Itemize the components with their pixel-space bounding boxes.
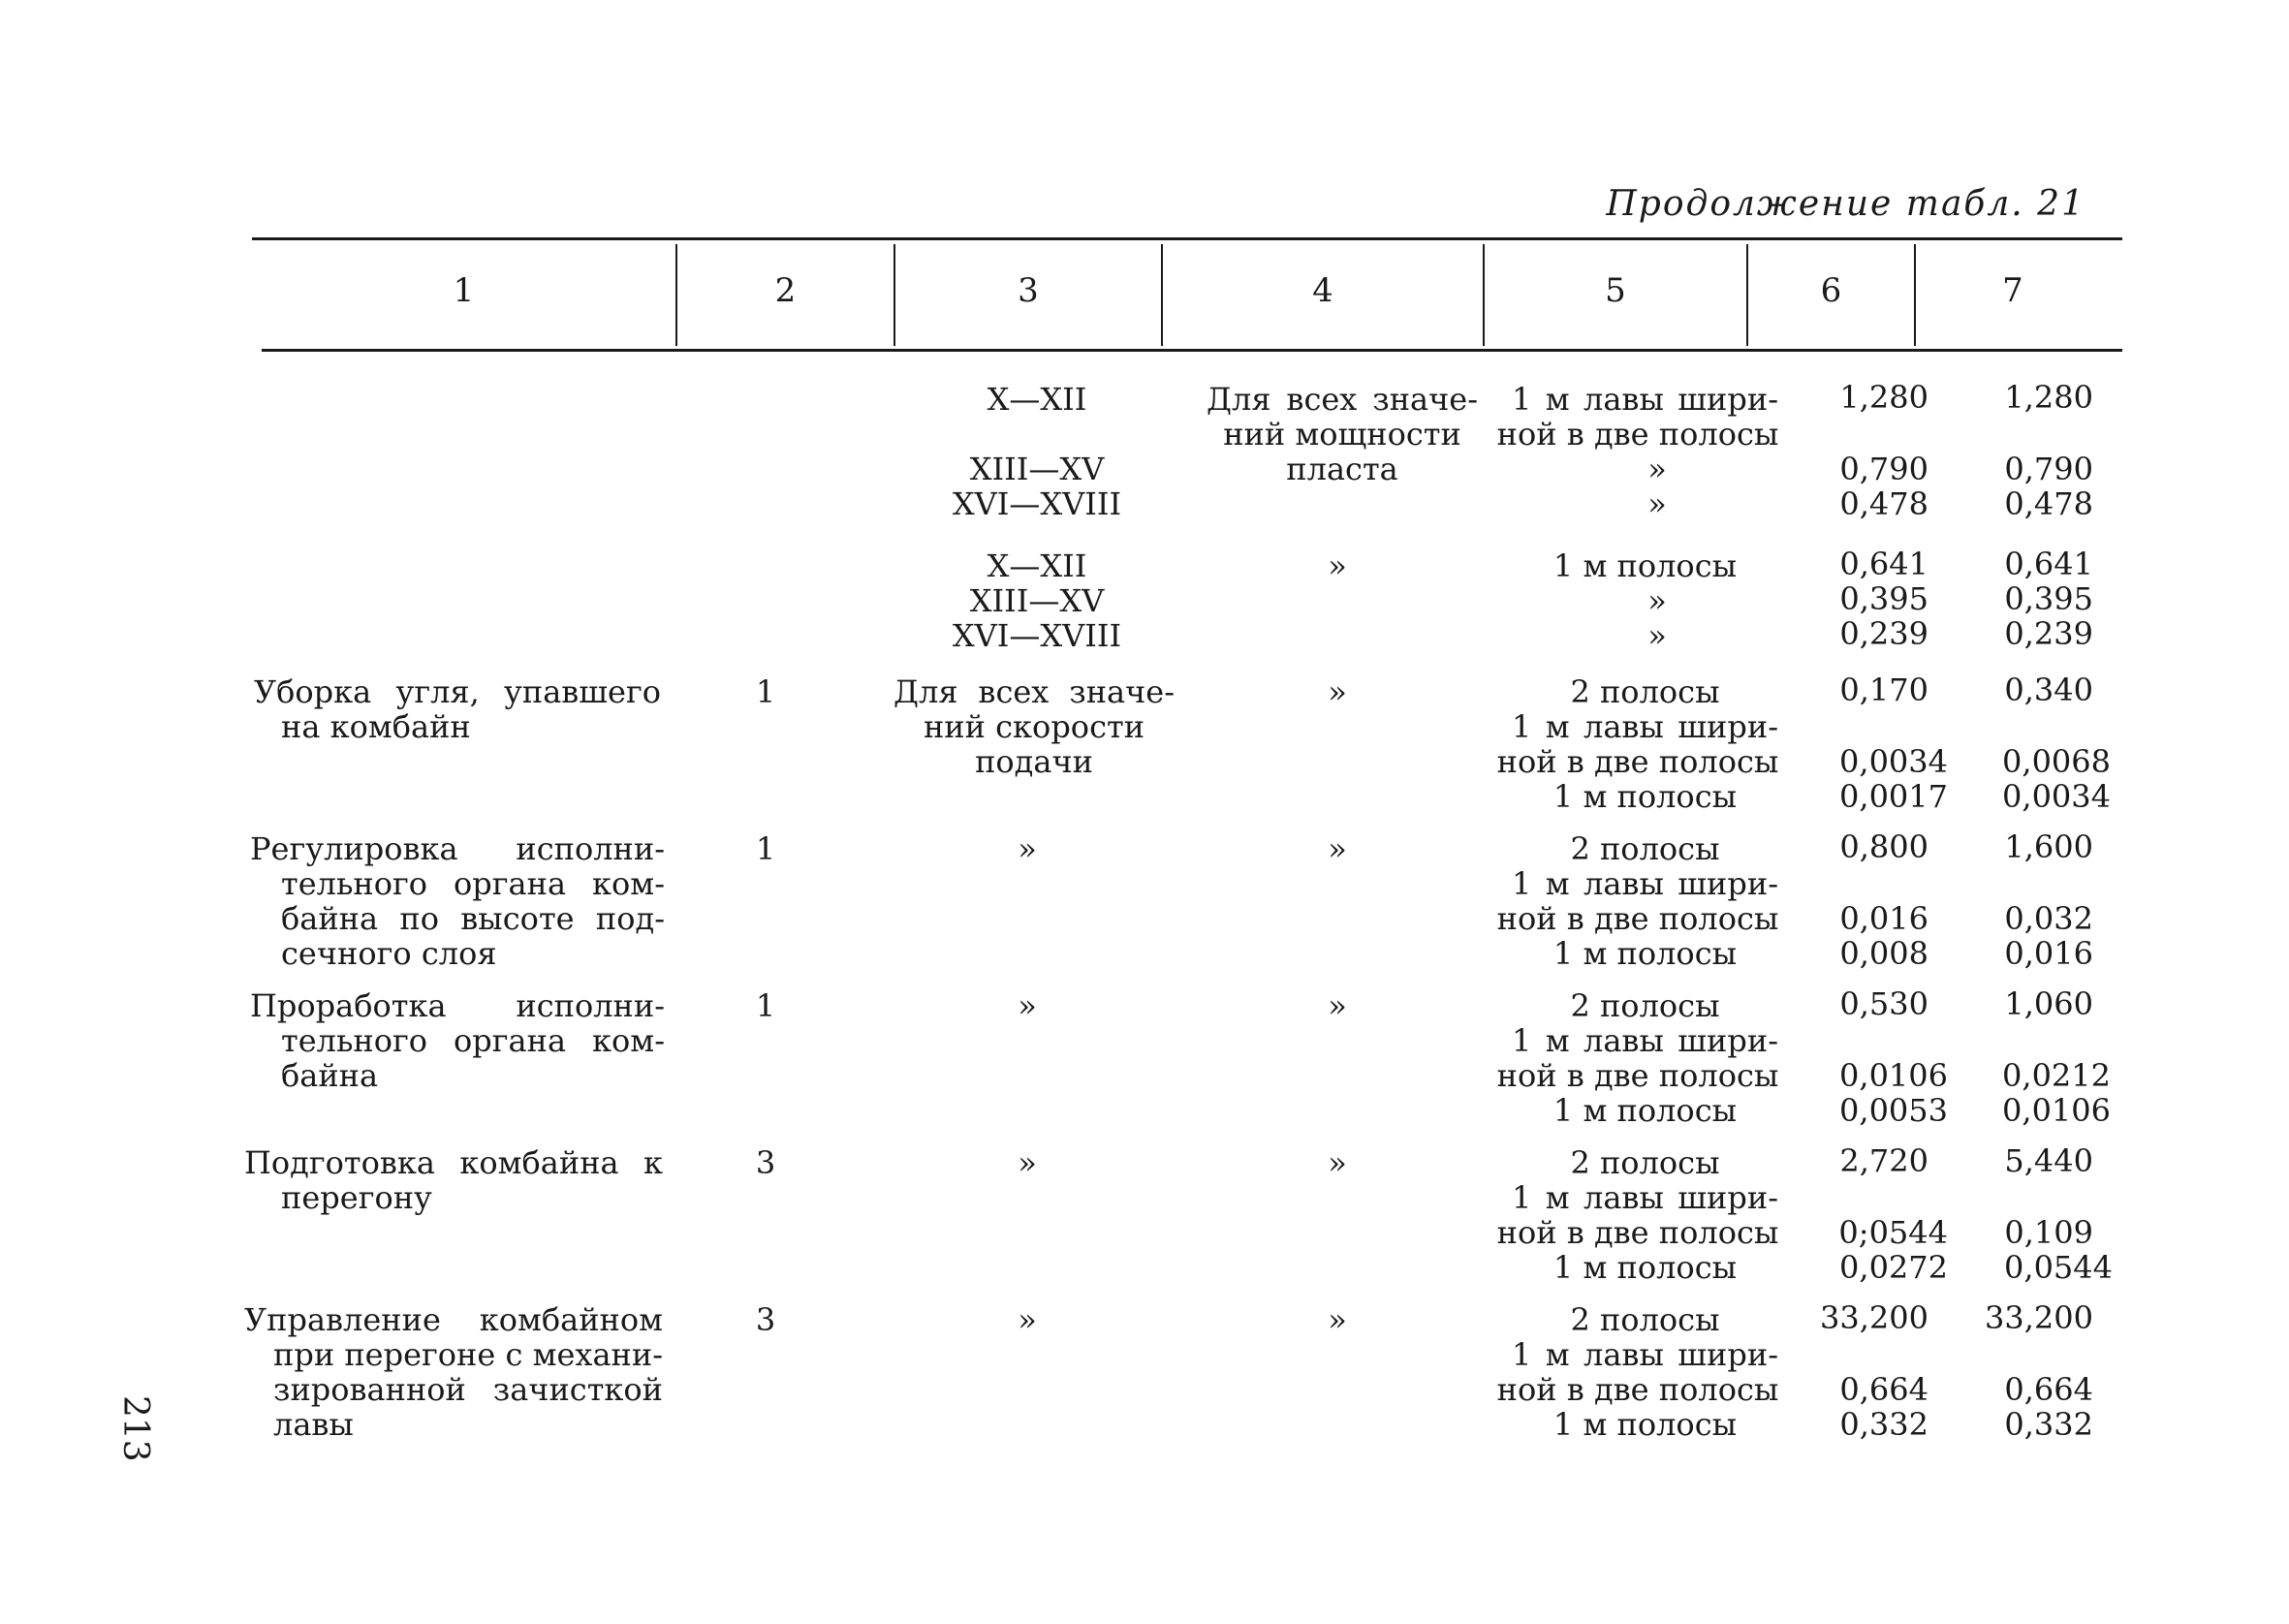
cell-c7: 0,0212 [2002, 1057, 2111, 1094]
cell-c7: 0,032 [2004, 900, 2093, 937]
row-label-line: Управление комбайном [244, 1301, 663, 1338]
cell-c6: 0,395 [1839, 580, 1928, 617]
cell-c7: 0,0034 [2002, 778, 2111, 815]
cell-c6: 0,239 [1839, 615, 1928, 652]
cell-c6: 0,641 [1839, 546, 1928, 582]
cell-c5: ной в две полосы [1496, 900, 1779, 937]
cell-c5: 1 м лавы шири- [1512, 1022, 1778, 1059]
cell-c3: XVI—XVIII [952, 485, 1122, 522]
row-label-line: зированной зачисткой [273, 1371, 663, 1408]
row-label-line: байна [281, 1057, 379, 1094]
cell-c6: 0,664 [1839, 1371, 1928, 1408]
cell-c5: 1 м лавы шири- [1512, 381, 1778, 418]
column-header: 7 [2002, 271, 2023, 310]
cell-c5: ной в две полосы [1496, 1057, 1779, 1094]
cell-c4: » [1328, 1144, 1347, 1181]
cell-c6: 33,200 [1820, 1299, 1928, 1336]
cell-c5: ной в две полосы [1496, 1371, 1779, 1408]
cell-c4: » [1328, 1301, 1347, 1338]
header-bottom-rule [262, 349, 2122, 352]
cell-c2: 3 [755, 1144, 776, 1181]
cell-c4: ний мощности [1223, 416, 1461, 453]
cell-c6: 0,800 [1839, 828, 1928, 865]
cell-c7: 0,478 [2004, 485, 2093, 522]
cell-c7: 1,280 [2004, 379, 2093, 416]
cell-c7: 0,332 [2004, 1406, 2093, 1443]
column-header: 5 [1605, 271, 1626, 310]
cell-c2: 1 [755, 830, 776, 867]
cell-c4: » [1328, 547, 1347, 584]
cell-c5: 1 м лавы шири- [1512, 1179, 1778, 1216]
cell-c6: 0,0034 [1839, 743, 1948, 780]
cell-c3: XIII—XV [969, 582, 1105, 619]
cell-c5: 2 полосы [1570, 987, 1720, 1024]
row-label-line: Подготовка комбайна к [244, 1144, 663, 1181]
cell-c5: » [1647, 485, 1667, 522]
cell-c7: 0,109 [2004, 1214, 2093, 1251]
cell-c6: 2,720 [1839, 1142, 1928, 1179]
page-number: 213 [115, 1395, 155, 1462]
cell-c3: X—XII [987, 547, 1087, 584]
cell-c5: » [1647, 451, 1667, 487]
cell-c2: 1 [755, 673, 776, 710]
cell-c7: 5,440 [2004, 1142, 2093, 1179]
cell-c4: » [1328, 673, 1347, 710]
cell-c3: » [1018, 1301, 1037, 1338]
row-label-line: тельного органа ком- [281, 865, 665, 902]
row-label-line: лавы [273, 1406, 354, 1443]
row-label-line: байна по высоте под- [281, 900, 665, 937]
cell-c6: 0,0053 [1839, 1092, 1948, 1129]
cell-c6: 0,170 [1839, 671, 1928, 708]
cell-c2: 3 [755, 1301, 776, 1338]
cell-c5: 1 м полосы [1552, 778, 1738, 815]
cell-c6: 1,280 [1839, 379, 1928, 416]
cell-c3: Для всех значе- [894, 673, 1175, 710]
cell-c6: 0,016 [1839, 900, 1928, 937]
cell-c6: 0,008 [1839, 935, 1928, 972]
row-label-line: Уборка угля, упавшего [254, 673, 661, 710]
cell-c3: » [1018, 1144, 1037, 1181]
cell-c5: ной в две полосы [1496, 1214, 1779, 1251]
table-caption: Продолжение табл. 21 [1606, 184, 2085, 224]
cell-c6: 0;0544 [1838, 1214, 1948, 1251]
cell-c5: 1 м полосы [1552, 1406, 1738, 1443]
cell-c7: 0,340 [2004, 671, 2093, 708]
cell-c7: 0,641 [2004, 546, 2093, 582]
cell-c5: ной в две полосы [1496, 743, 1779, 780]
cell-c7: 0,664 [2004, 1371, 2093, 1408]
cell-c4: » [1328, 830, 1347, 867]
cell-c5: 2 полосы [1570, 1144, 1720, 1181]
column-header: 2 [774, 271, 797, 310]
cell-c7: 0,016 [2004, 935, 2093, 972]
cell-c7: 0,0544 [2004, 1249, 2113, 1286]
row-label-line: Проработка исполни- [250, 987, 665, 1024]
cell-c3: » [1018, 830, 1037, 867]
cell-c7: 0,239 [2004, 615, 2093, 652]
cell-c5: 1 м полосы [1552, 547, 1738, 584]
cell-c5: » [1647, 582, 1667, 619]
cell-c7: 0,0106 [2002, 1092, 2111, 1129]
cell-c7: 33,200 [1985, 1299, 2093, 1336]
cell-c5: 2 полосы [1570, 673, 1720, 710]
cell-c5: ной в две полосы [1496, 416, 1779, 453]
row-label-line: на комбайн [281, 708, 471, 745]
cell-c3: подачи [975, 743, 1093, 780]
cell-c6: 0,0017 [1839, 778, 1948, 815]
cell-c2: 1 [755, 987, 776, 1024]
cell-c5: 1 м лавы шири- [1512, 708, 1778, 745]
cell-c3: X—XII [987, 381, 1087, 418]
cell-c5: 2 полосы [1570, 1301, 1720, 1338]
cell-c5: 1 м лавы шири- [1512, 1336, 1778, 1373]
cell-c3: XVI—XVIII [952, 617, 1122, 654]
cell-c5: 2 полосы [1570, 830, 1720, 867]
cell-c6: 0,478 [1839, 485, 1928, 522]
cell-c7: 1,600 [2004, 828, 2093, 865]
cell-c7: 0,395 [2004, 580, 2093, 617]
cell-c4: Для всех значе- [1207, 381, 1478, 418]
row-label-line: сечного слоя [281, 935, 497, 972]
cell-c3: » [1018, 987, 1037, 1024]
cell-c3: XIII—XV [969, 451, 1105, 487]
cell-c5: 1 м полосы [1552, 935, 1738, 972]
cell-c6: 0,332 [1839, 1406, 1928, 1443]
row-label-line: Регулировка исполни- [250, 830, 665, 867]
cell-c4: » [1328, 987, 1347, 1024]
header-top-rule [252, 237, 2122, 240]
row-label-line: тельного органа ком- [281, 1022, 665, 1059]
cell-c7: 0,0068 [2002, 743, 2111, 780]
column-header: 6 [1820, 271, 1842, 310]
cell-c6: 0,0272 [1839, 1249, 1948, 1286]
row-label-line: при перегоне с механи- [273, 1336, 663, 1373]
cell-c3: ний скорости [923, 708, 1145, 745]
cell-c5: 1 м полосы [1552, 1092, 1738, 1129]
column-header: 4 [1312, 271, 1333, 310]
cell-c5: 1 м полосы [1552, 1249, 1738, 1286]
cell-c5: » [1647, 617, 1667, 654]
cell-c7: 1,060 [2004, 985, 2093, 1022]
column-header: 3 [1018, 271, 1039, 310]
cell-c7: 0,790 [2004, 451, 2093, 487]
row-label-line: перегону [281, 1179, 432, 1216]
cell-c6: 0,530 [1839, 985, 1928, 1022]
cell-c6: 0,790 [1839, 451, 1928, 487]
cell-c5: 1 м лавы шири- [1512, 865, 1778, 902]
cell-c6: 0,0106 [1839, 1057, 1948, 1094]
cell-c4: пласта [1286, 451, 1398, 487]
column-header: 1 [453, 271, 475, 310]
